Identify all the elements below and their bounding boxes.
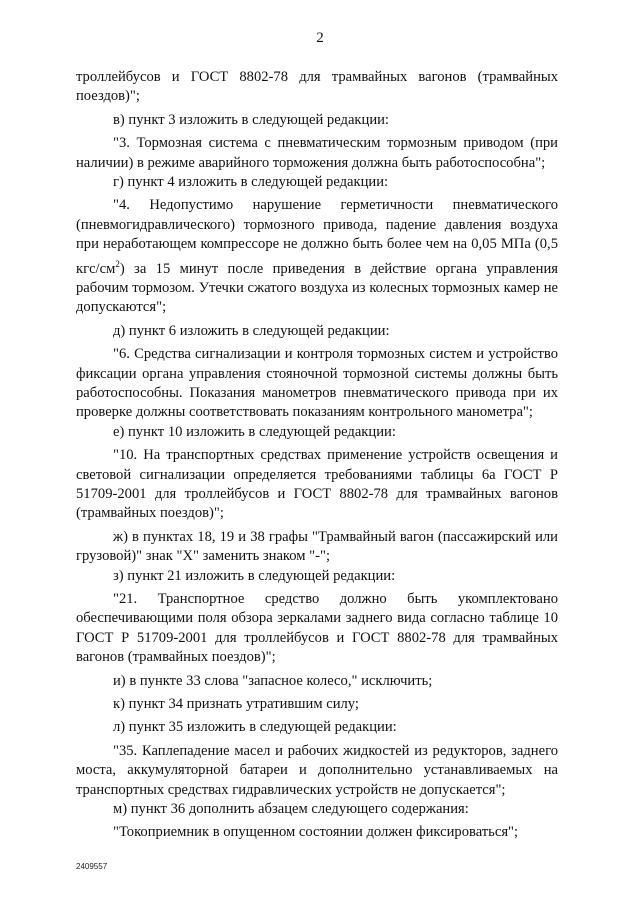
quote-point-4-text-a: "4. Недопустимо нарушение герметичности пневматического (пневмогидравлического) тормозного привода, падение давления воздуха при неработающем компрессоре не должно быть более чем на 0,05 МПа (0,5 кгс/см [76,197,558,277]
quote-point-10: "10. На транспортных средствах применение устройств освещения и световой сигнализации определяется требованиями таблицы 6а ГОСТ Р 51709-2001 для троллейбусов и ГОСТ 8802-78 для трамвайных вагонов (трамвайных поездов)"; [76,447,558,522]
item-l: л) пункт 35 изложить в следующей редакции: [113,719,397,736]
item-k: к) пункт 34 признать утратившим силу; [113,696,359,713]
page-number: 2 [316,30,324,46]
superscript-2: 2 [115,258,120,269]
item-d: д) пункт 6 изложить в следующей редакции: [113,322,390,339]
quote-point-3: "3. Тормозная система с пневматическим тормозным приводом (при наличии) в режиме аварийного торможения должна быть работоспособна"; [76,135,558,171]
document-body [76,68,558,843]
item-m: м) пункт 36 дополнить абзацем следующего содержания: [113,801,469,818]
quote-point-6: "6. Средства сигнализации и контроля тормозных систем и устройство фиксации органа управления стояночной тормозной системы должны быть работоспособны. Показания манометров пневматического привода при их проверке должны соответствовать показаниям контрольного манометра"; [76,346,558,421]
item-i: и) в пункте 33 слова "запасное колесо," исключить; [113,672,433,689]
quote-point-36-addition: "Токоприемник в опущенном состоянии должен фиксироваться"; [113,824,519,841]
item-e: е) пункт 10 изложить в следующей редакции: [113,423,396,440]
document-code: 2409557 [76,862,108,871]
paragraph-continuation: троллейбусов и ГОСТ 8802-78 для трамвайных вагонов (трамвайных поездов)"; [76,69,558,105]
quote-point-21: "21. Транспортное средство должно быть укомплектовано обеспечивающими поля обзора зеркалами заднего вида согласно таблице 10 ГОСТ Р 51709-2001 для троллейбусов и ГОСТ 8802-78 для трамвайных вагонов (трамвайных поездов)"; [76,591,558,666]
quote-point-4-text-b: ) за 15 минут после приведения в действие органа управления рабочим тормозом. Утечки сжатого воздуха из колесных тормозных камер не допускаются"; [76,260,558,316]
item-g: г) пункт 4 изложить в следующей редакции: [113,174,389,191]
quote-point-4 [76,196,558,317]
quote-point-35: "35. Каплепадение масел и рабочих жидкостей из редукторов, заднего моста, аккумуляторной батареи и дополнительно устанавливаемых на транспортных средствах гидравлических устройств не допускается"; [76,742,558,798]
item-zh: ж) в пунктах 18, 19 и 38 графы "Трамвайный вагон (пассажирский или грузовой)" знак "X" заменить знаком "-"; [76,528,558,565]
item-z: з) пункт 21 изложить в следующей редакции: [113,567,396,584]
item-v: в) пункт 3 изложить в следующей редакции: [113,111,389,128]
